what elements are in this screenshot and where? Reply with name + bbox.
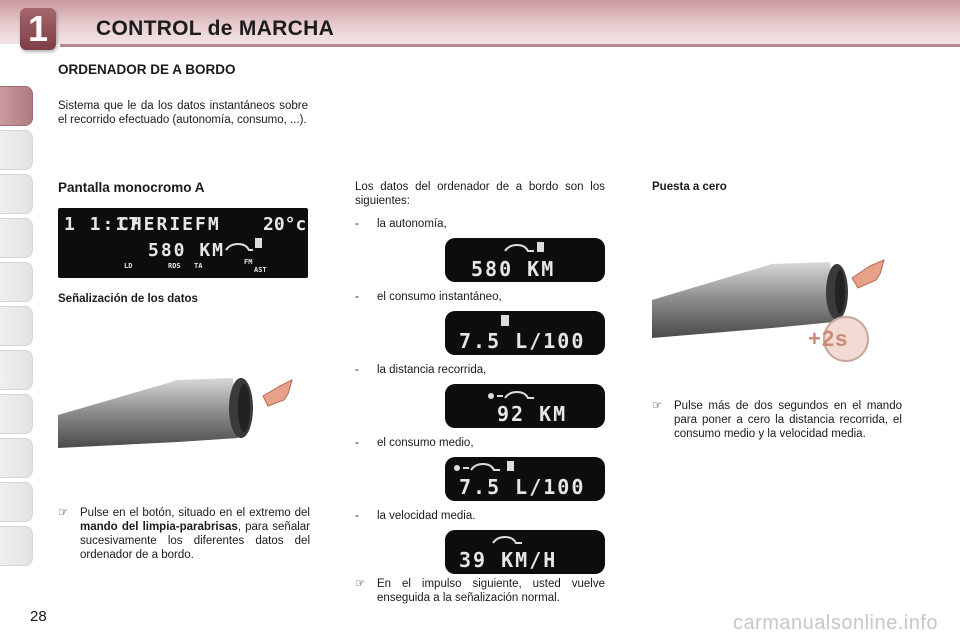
list-item-label: el consumo instantáneo, xyxy=(377,291,502,303)
final-note-text: En el impulso siguiente, usted vuelve enseguida a la señalización normal. xyxy=(377,578,605,604)
monochrome-display xyxy=(58,208,308,278)
display-instant-consumption xyxy=(445,311,605,355)
list-item-label: la autonomía, xyxy=(377,218,447,230)
display-value: 7.5 L/100 xyxy=(459,329,586,353)
chapter-tab-9[interactable] xyxy=(0,438,33,478)
list-item-label: la distancia recorrida, xyxy=(377,364,487,376)
display-time: 1 1:17 xyxy=(64,214,142,235)
display-indicator-fm: FM xyxy=(244,258,253,266)
watermark: carmanualsonline.info xyxy=(732,612,938,634)
chapter-tab-2[interactable] xyxy=(0,130,33,170)
display-distance xyxy=(445,384,605,428)
chapter-tab-1[interactable] xyxy=(0,86,33,126)
display-temperature: 20°c xyxy=(263,214,307,235)
section-intro: Sistema que le da los datos instantáneos sobre el recorrido efectuado (autonomía, consumo, ...). xyxy=(58,100,308,126)
display-autonomy xyxy=(445,238,605,282)
section-title: ORDENADOR DE A BORDO xyxy=(58,62,236,77)
car-fuel-icon xyxy=(58,208,308,278)
display-radio: CHERIEFM xyxy=(118,214,221,235)
display-indicator-ast: AST xyxy=(254,266,267,274)
list-dash: - xyxy=(355,364,359,376)
display-indicator-ld: LD xyxy=(124,262,133,270)
display-value: 39 KM/H xyxy=(459,548,558,572)
display-indicator-ta: TA xyxy=(194,262,203,270)
chapter-tab-4[interactable] xyxy=(0,218,33,258)
chapter-tab-6[interactable] xyxy=(0,306,33,346)
chapter-tab-strip xyxy=(0,60,32,580)
bullet-hand-icon: ☞ xyxy=(652,400,663,412)
list-dash: - xyxy=(355,510,359,522)
bullet-hand-icon: ☞ xyxy=(355,578,366,590)
instruction-text-end: , para señalar sucesivamente los diferentes datos del ordenador de a bordo. xyxy=(80,521,310,561)
chapter-badge[interactable]: 1 xyxy=(20,8,56,50)
chapter-tab-5[interactable] xyxy=(0,262,33,302)
wiper-stalk-illustration xyxy=(58,360,308,460)
press-duration-label: +2s xyxy=(808,326,849,351)
list-dash: - xyxy=(355,218,359,230)
chapter-tab-11[interactable] xyxy=(0,526,33,566)
chapter-tab-8[interactable] xyxy=(0,394,33,434)
left-subheading: Señalización de los datos xyxy=(58,293,198,305)
display-average-consumption xyxy=(445,457,605,501)
left-instruction xyxy=(58,506,310,576)
list-dash: - xyxy=(355,291,359,303)
left-heading: Pantalla monocromo A xyxy=(58,180,205,195)
instruction-text: Pulse en el botón, situado en el extremo del xyxy=(80,507,310,519)
list-item-label: el consumo medio, xyxy=(377,437,474,449)
display-indicator-rds: RDS xyxy=(168,262,181,270)
right-heading: Puesta a cero xyxy=(652,181,727,193)
list-dash: - xyxy=(355,437,359,449)
page-number: 28 xyxy=(30,608,47,625)
chapter-tab-10[interactable] xyxy=(0,482,33,522)
display-value: 92 KM xyxy=(497,402,568,426)
final-note xyxy=(355,577,607,621)
chapter-tab-7[interactable] xyxy=(0,350,33,390)
display-average-speed xyxy=(445,530,605,574)
reset-instruction-text: Pulse más de dos segundos en el mando para poner a cero la distancia recorrida, el consumo medio y la velocidad media. xyxy=(674,400,902,440)
bullet-hand-icon: ☞ xyxy=(58,507,69,519)
header-rule xyxy=(60,44,960,47)
middle-intro: Los datos del ordenador de a bordo son los siguientes: xyxy=(355,181,605,207)
display-value: 7.5 L/100 xyxy=(459,475,586,499)
instruction-bold: mando del limpia-parabrisas xyxy=(80,521,238,533)
list-item-label: la velocidad media. xyxy=(377,510,476,522)
right-instruction xyxy=(652,399,904,459)
page-title: CONTROL de MARCHA xyxy=(96,17,335,40)
display-range: 580 KM xyxy=(148,240,226,261)
chapter-tab-3[interactable] xyxy=(0,174,33,214)
display-value: 580 KM xyxy=(471,257,556,281)
